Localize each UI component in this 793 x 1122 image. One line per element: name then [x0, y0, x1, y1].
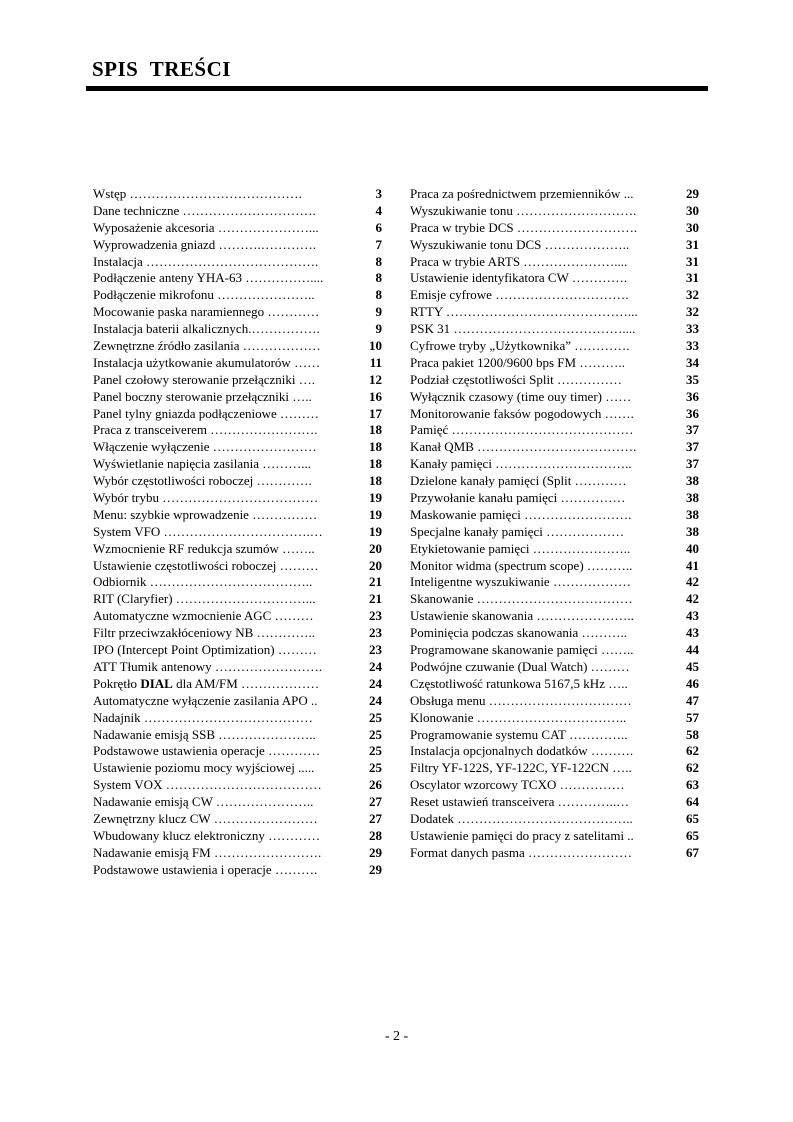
toc-entry — [410, 625, 699, 642]
toc-entry — [410, 490, 699, 507]
toc-entry — [93, 237, 382, 254]
toc-entry-title: Kanały pamięci ………………………….. — [410, 456, 632, 472]
toc-entry-page: 42 — [686, 591, 699, 607]
toc-entry-page: 23 — [369, 608, 382, 624]
toc-entry — [410, 794, 699, 811]
toc-entry-title: Przywołanie kanału pamięci …………… — [410, 490, 626, 506]
toc-entry-title: Podłączenie mikrofonu ………………….. — [93, 287, 315, 303]
toc-entry — [410, 760, 699, 777]
toc-entry — [410, 845, 699, 862]
toc-entry-page: 19 — [369, 490, 382, 506]
toc-entry-page: 30 — [686, 219, 699, 235]
toc-entry-title: Instalacja …………………………………. — [93, 253, 319, 269]
title-underline — [86, 86, 708, 91]
toc-entry-page: 42 — [686, 574, 699, 590]
toc-entry — [93, 845, 382, 862]
toc-entry-title: Etykietowanie pamięci ………………….. — [410, 540, 631, 556]
toc-entry-page: 18 — [369, 456, 382, 472]
toc-entry-page: 18 — [369, 422, 382, 438]
toc-entry — [410, 456, 699, 473]
toc-entry-page: 38 — [686, 473, 699, 489]
toc-entry — [93, 473, 382, 490]
toc-entry — [410, 507, 699, 524]
toc-entry-page: 40 — [686, 540, 699, 556]
toc-entry-page: 35 — [686, 371, 699, 387]
toc-entry-page: 45 — [686, 658, 699, 674]
toc-entry — [93, 507, 382, 524]
toc-entry-page: 24 — [369, 692, 382, 708]
toc-entry-title: Monitor widma (spectrum scope) ……….. — [410, 557, 633, 573]
toc-column-left — [93, 186, 382, 879]
toc-entry-title: Dzielone kanały pamięci (Split ………… — [410, 473, 627, 489]
toc-entry — [93, 676, 382, 693]
toc-entry-title: Ustawienie częstotliwości roboczej ……… — [93, 557, 319, 573]
toc-entry-title: Pominięcia podczas skanowania ……….. — [410, 625, 627, 641]
toc-entry — [93, 254, 382, 271]
toc-entry-title: Włączenie wyłączenie …………………… — [93, 439, 317, 455]
toc-entry-page: 12 — [369, 371, 382, 387]
toc-entry — [93, 304, 382, 321]
toc-entry-page: 7 — [375, 236, 382, 252]
toc-entry-page: 38 — [686, 490, 699, 506]
toc-entry-title: Ustawienie skanowania ………………….. — [410, 608, 634, 624]
toc-entry-title: Format danych pasma …………………… — [410, 844, 633, 860]
toc-entry-title: System VOX ……………………………… — [93, 777, 322, 793]
toc-entry — [93, 406, 382, 423]
toc-entry-page: 46 — [686, 675, 699, 691]
toc-entry-page: 36 — [686, 405, 699, 421]
toc-entry-title: Kanał QMB ………………………………. — [410, 439, 637, 455]
toc-entry-title: Programowane skanowanie pamięci …….. — [410, 642, 634, 658]
toc-entry-title: Automatyczne wyłączenie zasilania APO .. — [93, 692, 318, 708]
toc-entry-title: Wyposażenie akcesoria …………………... — [93, 219, 319, 235]
toc-entry-title: Inteligentne wyszukiwanie ……………… — [410, 574, 631, 590]
toc-entry-title: Pamięć …………………………………… — [410, 422, 634, 438]
toc-entry — [93, 338, 382, 355]
toc-entry — [93, 743, 382, 760]
toc-entry — [410, 237, 699, 254]
toc-entry-title: Oscylator wzorcowy TCXO …………… — [410, 777, 625, 793]
toc-entry-page: 3 — [375, 186, 382, 201]
toc-entry — [410, 304, 699, 321]
toc-entry-title: Filtr przeciwzakłóceniowy NB ………….. — [93, 625, 316, 641]
toc-entry-page: 31 — [686, 236, 699, 252]
toc-entry-title: Podwójne czuwanie (Dual Watch) ……… — [410, 658, 630, 674]
toc-entry-title: Panel tylny gniazda podłączeniowe ……… — [93, 405, 319, 421]
toc-entry — [93, 727, 382, 744]
toc-entry-title: Zewnętrzny klucz CW …………………… — [93, 810, 318, 826]
toc-entry — [93, 777, 382, 794]
toc-entry-title: Wyłącznik czasowy (time ouy timer) …… — [410, 388, 632, 404]
toc-entry-page: 8 — [375, 287, 382, 303]
toc-entry-title: Obsługa menu …………………………… — [410, 692, 632, 708]
toc-entry-title: Praca pakiet 1200/9600 bps FM ……….. — [410, 354, 625, 370]
toc-entry-page: 43 — [686, 625, 699, 641]
toc-entry-page: 10 — [369, 338, 382, 354]
toc-entry-title: Wyszukiwanie tonu ………………………. — [410, 202, 637, 218]
toc-entry — [410, 287, 699, 304]
toc-entry — [93, 287, 382, 304]
toc-entry-page: 62 — [686, 743, 699, 759]
toc-entry-title: Częstotliwość ratunkowa 5167,5 kHz ….. — [410, 675, 628, 691]
toc-entry-page: 41 — [686, 557, 699, 573]
toc-entry — [93, 203, 382, 220]
toc-entry-title: Mocowanie paska naramiennego ………… — [93, 304, 320, 320]
toc-entry-title: Instalacja baterii alkalicznych.……………. — [93, 321, 320, 337]
toc-entry-page: 23 — [369, 625, 382, 641]
toc-entry-page: 25 — [369, 726, 382, 742]
toc-entry-title: Wyświetlanie napięcia zasilania ………... — [93, 456, 311, 472]
toc-entry — [93, 456, 382, 473]
toc-entry-page: 4 — [375, 202, 382, 218]
toc-entry — [410, 541, 699, 558]
toc-entry-page: 20 — [369, 540, 382, 556]
toc-entry-title: Nadajnik ………………………………… — [93, 709, 313, 725]
toc-entry — [410, 777, 699, 794]
toc-entry-page: 31 — [686, 270, 699, 286]
toc-entry-title: Wzmocnienie RF redukcja szumów …….. — [93, 540, 315, 556]
toc-entry — [93, 811, 382, 828]
toc-entry-title: Programowanie systemu CAT ………….. — [410, 726, 628, 742]
toc-entry-page: 8 — [375, 270, 382, 286]
toc-entry-page: 24 — [369, 658, 382, 674]
toc-entry-title: Monitorowanie faksów pogodowych ……. — [410, 405, 634, 421]
toc-entry-page: 37 — [686, 439, 699, 455]
toc-entry-page: 44 — [686, 642, 699, 658]
toc-entry — [410, 743, 699, 760]
toc-entry-page: 58 — [686, 726, 699, 742]
toc-entry-page: 25 — [369, 709, 382, 725]
toc-entry-title: Filtry YF-122S, YF-122C, YF-122CN ….. — [410, 760, 632, 776]
toc-entry-title: Cyfrowe tryby „Użytkownika” …………. — [410, 338, 630, 354]
toc-entry — [93, 574, 382, 591]
toc-entry-title: Klonowanie …………………………….. — [410, 709, 627, 725]
toc-entry — [410, 727, 699, 744]
toc-entry-title: Podstawowe ustawienia operacje ………… — [93, 743, 321, 759]
toc-entry-title: RTTY ……………………………………... — [410, 304, 638, 320]
toc-entry-page: 33 — [686, 338, 699, 354]
toc-entry-page: 23 — [369, 642, 382, 658]
toc-entry-title: Wyprowadzenia gniazd ……….…………. — [93, 236, 317, 252]
toc-entry-page: 33 — [686, 321, 699, 337]
toc-entry-page: 65 — [686, 827, 699, 843]
toc-entry — [410, 574, 699, 591]
toc-entry — [410, 422, 699, 439]
toc-entry — [93, 608, 382, 625]
toc-entry-page: 29 — [369, 844, 382, 860]
toc-entry — [93, 439, 382, 456]
toc-entry-page: 65 — [686, 810, 699, 826]
toc-entry — [410, 203, 699, 220]
toc-entry — [93, 828, 382, 845]
toc-entry-title: Nadawanie emisją CW ………………….. — [93, 794, 314, 810]
toc-entry — [93, 270, 382, 287]
toc-entry — [410, 338, 699, 355]
toc-entry — [410, 355, 699, 372]
toc-entry-title: Praca za pośrednictwem przemienników ... — [410, 186, 634, 201]
toc-entry-title: Instalacja opcjonalnych dodatków ………. — [410, 743, 634, 759]
toc-entry-title: Specjalne kanały pamięci ……………… — [410, 523, 625, 539]
toc-entry-page: 18 — [369, 473, 382, 489]
toc-entry — [410, 558, 699, 575]
toc-entry — [93, 558, 382, 575]
toc-entry-page: 28 — [369, 827, 382, 843]
toc-entry-title: Automatyczne wzmocnienie AGC ……… — [93, 608, 314, 624]
toc-entry-title: Emisje cyfrowe …………………………. — [410, 287, 629, 303]
toc-entry-title: Wstęp …………………………………. — [93, 186, 302, 201]
toc-entry-page: 21 — [369, 591, 382, 607]
toc-entry-title: Podział częstotliwości Split …………… — [410, 371, 622, 387]
toc-entry-title: System VFO …………………………….… — [93, 523, 323, 539]
toc-entry — [93, 760, 382, 777]
toc-entry-page: 9 — [375, 304, 382, 320]
page-number: - 2 - — [384, 1029, 409, 1044]
toc-column-right — [410, 186, 699, 862]
toc-entry — [93, 710, 382, 727]
toc-entry-title: Odbiornik ……………………………….. — [93, 574, 313, 590]
toc-entry-title: Praca w trybie DCS ………………………. — [410, 219, 638, 235]
toc-entry-title: Zewnętrzne źródło zasilania ……………… — [93, 338, 321, 354]
toc-entry-page: 32 — [686, 287, 699, 303]
toc-entry — [93, 422, 382, 439]
toc-entry-page: 21 — [369, 574, 382, 590]
toc-entry-page: 63 — [686, 777, 699, 793]
toc-entry — [410, 254, 699, 271]
toc-entry — [93, 794, 382, 811]
toc-entry-page: 9 — [375, 321, 382, 337]
toc-entry — [93, 693, 382, 710]
toc-entry-title: Wyszukiwanie tonu DCS ……………….. — [410, 236, 630, 252]
toc-entry — [410, 321, 699, 338]
toc-entry-title: Wybór częstotliwości roboczej …………. — [93, 473, 312, 489]
toc-entry — [93, 541, 382, 558]
toc-entry — [410, 406, 699, 423]
toc-entry — [93, 625, 382, 642]
toc-entry-page: 6 — [375, 219, 382, 235]
toc-entry-page: 25 — [369, 760, 382, 776]
toc-entry-title: Ustawienie poziomu mocy wyjściowej ..... — [93, 760, 315, 776]
toc-entry-page: 36 — [686, 388, 699, 404]
toc-entry-title: Pokrętło DIAL dla AM/FM ……………… — [93, 675, 320, 691]
toc-entry-page: 64 — [686, 794, 699, 810]
toc-entry-page: 27 — [369, 810, 382, 826]
toc-entry-title: ATT Tłumik antenowy ……………………. — [93, 658, 323, 674]
toc-entry-page: 31 — [686, 253, 699, 269]
toc-entry — [410, 389, 699, 406]
toc-entry-title: Reset ustawień transceivera …………..… — [410, 794, 630, 810]
toc-entry — [410, 372, 699, 389]
toc-entry — [410, 710, 699, 727]
toc-entry-page: 32 — [686, 304, 699, 320]
toc-entry-title: PSK 31 ………………………………….... — [410, 321, 636, 337]
toc-entry-title: Ustawienie identyfikatora CW …………. — [410, 270, 628, 286]
toc-entry-title: RIT (Claryfier) …………………………... — [93, 591, 316, 607]
toc-entry-title: Dane techniczne …………………………. — [93, 202, 316, 218]
toc-entry — [93, 321, 382, 338]
toc-entry — [93, 642, 382, 659]
toc-entry-title: Wbudowany klucz elektroniczny ………… — [93, 827, 321, 843]
toc-entry — [410, 186, 699, 203]
toc-entry-title: IPO (Intercept Point Optimization) ……… — [93, 642, 317, 658]
toc-entry-page: 37 — [686, 422, 699, 438]
toc-entry-page: 34 — [686, 354, 699, 370]
toc-entry-page: 16 — [369, 388, 382, 404]
toc-entry-title: Skanowanie ……………………………… — [410, 591, 633, 607]
toc-entry-title: Dodatek ………………………………….. — [410, 810, 633, 826]
toc-entry-page: 43 — [686, 608, 699, 624]
toc-entry — [410, 659, 699, 676]
toc-entry — [410, 642, 699, 659]
toc-entry-page: 38 — [686, 523, 699, 539]
toc-entry-page: 30 — [686, 202, 699, 218]
toc-entry — [93, 355, 382, 372]
toc-entry-page: 24 — [369, 675, 382, 691]
toc-entry — [410, 220, 699, 237]
toc-entry-title: Podstawowe ustawienia i operacje ………. — [93, 861, 318, 877]
toc-entry-page: 19 — [369, 523, 382, 539]
toc-entry-title: Praca z transceiverem ……………………. — [93, 422, 318, 438]
toc-entry — [410, 676, 699, 693]
toc-entry — [410, 811, 699, 828]
toc-entry-page: 25 — [369, 743, 382, 759]
toc-entry — [93, 659, 382, 676]
toc-entry — [93, 186, 382, 203]
toc-entry-page: 19 — [369, 506, 382, 522]
toc-entry — [410, 693, 699, 710]
toc-entry-page: 11 — [369, 354, 382, 370]
toc-entry — [93, 389, 382, 406]
toc-entry — [410, 524, 699, 541]
toc-entry — [410, 439, 699, 456]
toc-entry-page: 18 — [369, 439, 382, 455]
page-title: SPIS TREŚCI — [92, 57, 231, 81]
toc-entry-page: 17 — [369, 405, 382, 421]
toc-entry-page: 29 — [369, 861, 382, 877]
toc-entry — [410, 473, 699, 490]
toc-entry-title: Wybór trybu ……………………………… — [93, 490, 319, 506]
toc-entry — [93, 591, 382, 608]
toc-entry-page: 47 — [686, 692, 699, 708]
toc-entry-title: Maskowanie pamięci ……………………. — [410, 506, 632, 522]
toc-entry-title: Panel czołowy sterowanie przełączniki …. — [93, 371, 315, 387]
toc-entry-title: Nadawanie emisją FM ……………………. — [93, 844, 322, 860]
toc-entry-title: Ustawienie pamięci do pracy z satelitami .. — [410, 827, 634, 843]
toc-entry-title: Praca w trybie ARTS ………………….... — [410, 253, 628, 269]
toc-entry — [93, 862, 382, 879]
toc-entry — [410, 828, 699, 845]
toc-entry-title: Menu: szybkie wprowadzenie …………… — [93, 506, 318, 522]
toc-entry — [410, 608, 699, 625]
toc-entry-page: 29 — [686, 186, 699, 201]
toc-entry-page: 27 — [369, 794, 382, 810]
toc-entry-title: Podłączenie anteny YHA-63 …………….... — [93, 270, 324, 286]
toc-entry-title: Instalacja użytkowanie akumulatorów …… — [93, 354, 321, 370]
toc-entry-page: 37 — [686, 456, 699, 472]
toc-entry-title: Nadawanie emisją SSB ………………….. — [93, 726, 316, 742]
toc-entry — [410, 591, 699, 608]
toc-entry-title: Panel boczny sterowanie przełączniki ….. — [93, 388, 312, 404]
toc-entry — [93, 220, 382, 237]
toc-entry — [93, 372, 382, 389]
toc-entry-page: 57 — [686, 709, 699, 725]
toc-entry-page: 38 — [686, 506, 699, 522]
toc-entry-page: 67 — [686, 844, 699, 860]
toc-entry — [93, 524, 382, 541]
toc-entry-page: 62 — [686, 760, 699, 776]
toc-entry-page: 8 — [375, 253, 382, 269]
toc-entry-page: 20 — [369, 557, 382, 573]
toc-entry — [93, 490, 382, 507]
toc-entry-page: 26 — [369, 777, 382, 793]
toc-entry — [410, 270, 699, 287]
